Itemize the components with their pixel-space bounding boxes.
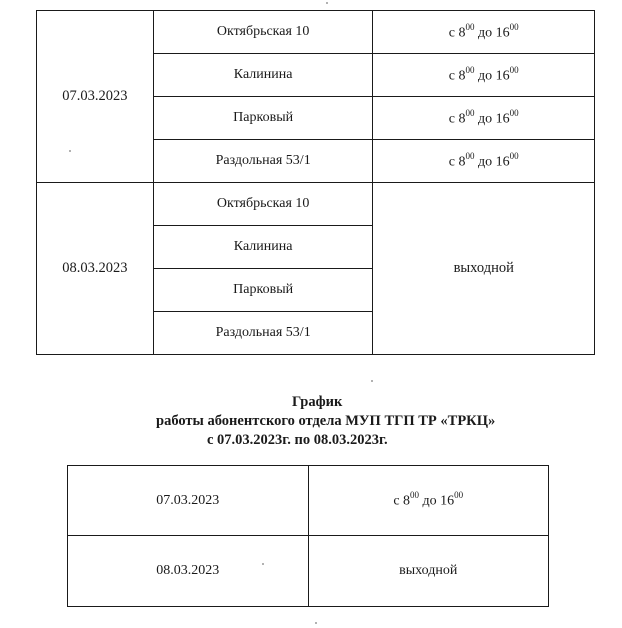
location-cell: Раздольная 53/1 [153, 312, 373, 355]
status-cell: выходной [308, 536, 549, 607]
scan-speck [69, 150, 71, 152]
hours-cell: с $8^{00}$ до $16^{00}$ [373, 11, 595, 54]
date-cell: 08.03.2023 [37, 183, 154, 355]
date-cell: 07.03.2023 [68, 466, 309, 536]
location-cell: Парковый [153, 269, 373, 312]
hours-cell: с $8^{00}$ до $16^{00}$ [373, 140, 595, 183]
status-cell: выходной [373, 183, 595, 355]
date-cell: 07.03.2023 [37, 11, 154, 183]
hours-cell: с $8^{00}$ до $16^{00}$ [373, 97, 595, 140]
hours-cell: с $8^{00}$ до $16^{00}$ [373, 54, 595, 97]
location-cell: Октябрьская 10 [153, 11, 373, 54]
office-schedule-table [67, 465, 549, 607]
location-cell: Калинина [153, 226, 373, 269]
scan-speck [371, 380, 373, 382]
heading-period: с 07.03.2023г. по 08.03.2023г. [207, 432, 388, 448]
hours-cell: с $8^{00}$ до $16^{00}$ [308, 466, 549, 536]
heading-subtitle: работы абонентского отдела МУП ТГП ТР «ТРКЦ» [156, 413, 496, 429]
location-cell: Парковый [153, 97, 373, 140]
date-cell: 08.03.2023 [68, 536, 309, 607]
scan-speck [326, 2, 328, 4]
scan-speck [262, 563, 264, 565]
heading-title: График [292, 394, 343, 410]
schedule-table [36, 10, 595, 355]
location-cell: Раздольная 53/1 [153, 140, 373, 183]
location-cell: Октябрьская 10 [153, 183, 373, 226]
location-cell: Калинина [153, 54, 373, 97]
scan-speck [315, 622, 317, 624]
